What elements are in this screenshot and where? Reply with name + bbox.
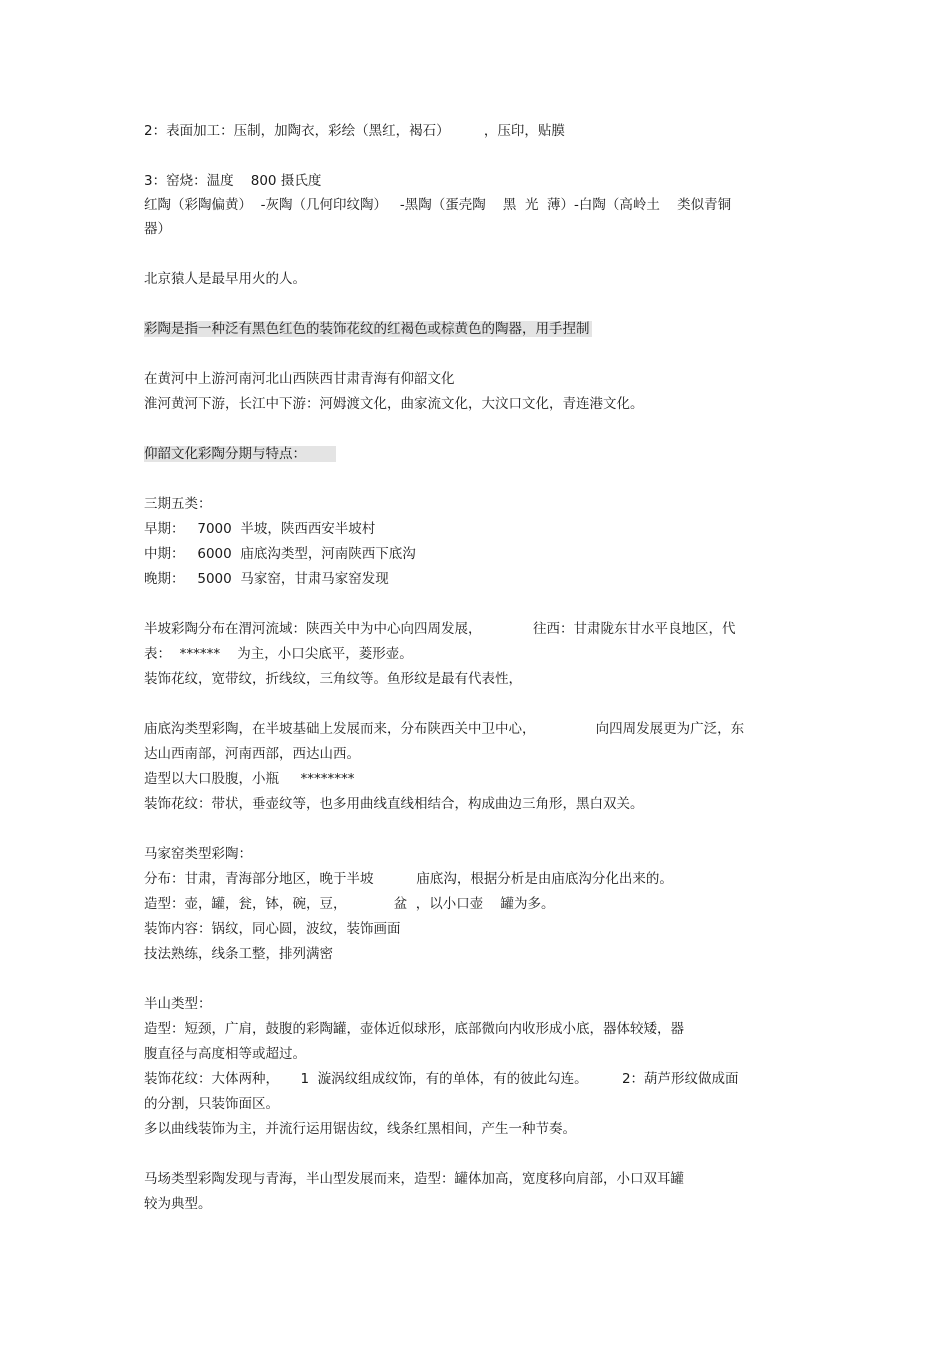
text-line-banshan-patterns: 装饰花纹：大体两种， 1 漩涡纹组成纹饰，有的单体，有的彼此勾连。 2：葫芦形纹做成面 (144, 1071, 739, 1087)
text-line-early-period: 早期： 7000 半坡，陕西西安半坡村 (144, 521, 376, 537)
text-line-banshan-curves: 多以曲线装饰为主，并流行运用锯齿纹，线条红黑相间，产生一种节奏。 (144, 1121, 576, 1137)
text-line-banshan-shape: 造型：短颈，广肩，鼓腹的彩陶罐，壶体近似球形，底部微向内收形成小底，器体较矮，器 (144, 1021, 684, 1037)
text-line-pottery-types-cont: 器） (144, 221, 171, 237)
text-line-pottery-types: 红陶（彩陶偏黄） -灰陶（几何印纹陶） -黑陶（蛋壳陶 黑 光 薄）-白陶（高岭土 类似青铜 (144, 197, 732, 213)
text-line-late-period: 晚期： 5000 马家窑，甘肃马家窑发现 (144, 571, 389, 587)
text-line-miaodigou-shape: 造型以大口股腹，小瓶 ******** (144, 771, 355, 787)
text-line-majiayao-shape: 造型：壶，罐，瓮，钵，碗，豆， 盆 ，以小口壶 罐为多。 (144, 896, 555, 912)
text-line-miaodigou-patterns: 装饰花纹：带状，垂壶纹等，也多用曲线直线相结合，构成曲边三角形，黑白双关。 (144, 796, 644, 812)
text-line-other-cultures: 淮河黄河下游，长江中下游：河姆渡文化，曲家流文化，大汶口文化，青连港文化。 (144, 396, 644, 412)
text-line-majiayao-decoration: 装饰内容：锅纹，同心圆，波纹，装饰画面 (144, 921, 401, 937)
text-line-three-periods: 三期五类： (144, 496, 212, 512)
text-line-yangshao-region: 在黄河中上游河南河北山西陕西甘肃青海有仰韶文化 (144, 371, 455, 387)
text-line-surface-processing: 2：表面加工：压制，加陶衣，彩绘（黑红，褐石） ，压印，贴膜 (144, 123, 565, 139)
text-line-banshan-shape-cont: 腹直径与高度相等或超过。 (144, 1046, 306, 1062)
text-line-majiayao-distribution: 分布：甘肃，青海部分地区，晚于半坡 庙底沟，根据分析是由庙底沟分化出来的。 (144, 871, 673, 887)
text-line-banshan-patterns-cont: 的分割，只装饰面区。 (144, 1096, 279, 1112)
text-line-kiln-firing: 3：窑烧：温度 800 摄氏度 (144, 173, 322, 189)
text-line-banpo-distribution-cont: 表： ****** 为主，小口尖底平，菱形壶。 (144, 646, 413, 662)
text-line-machang-type-cont: 较为典型。 (144, 1196, 212, 1212)
text-line-peking-man: 北京猿人是最早用火的人。 (144, 271, 306, 287)
highlighted-text: 彩陶是指一种泛有黑色红色的装饰花纹的红褐色或棕黄色的陶器，用手捏制 (144, 321, 590, 337)
text-line-majiayao-technique: 技法熟练，线条工整，排列满密 (144, 946, 333, 962)
text-line-banpo-patterns: 装饰花纹，宽带纹，折线纹，三角纹等。鱼形纹是最有代表性， (144, 671, 522, 687)
text-line-majiayao-heading: 马家窑类型彩陶： (144, 846, 252, 862)
highlight-yangshao-heading (144, 445, 336, 463)
text-line-machang-type: 马场类型彩陶发现与青海，半山型发展而来，造型：罐体加高，宽度移向肩部，小口双耳罐 (144, 1171, 684, 1187)
text-line-banshan-heading: 半山类型： (144, 996, 212, 1012)
text-line-miaodigou-intro: 庙底沟类型彩陶，在半坡基础上发展而来，分布陕西关中卫中心， 向四周发展更为广泛，东 (144, 721, 745, 737)
text-line-banpo-distribution: 半坡彩陶分布在渭河流域：陕西关中为中心向四周发展， 往西：甘肃陇东甘水平良地区，代 (144, 621, 736, 637)
text-line-middle-period: 中期： 6000 庙底沟类型，河南陕西下底沟 (144, 546, 416, 562)
text-line-miaodigou-intro-cont: 达山西南部，河南西部，西达山西。 (144, 746, 360, 762)
highlighted-heading: 仰韶文化彩陶分期与特点： (144, 446, 336, 462)
highlight-painted-pottery-definition (144, 320, 592, 338)
